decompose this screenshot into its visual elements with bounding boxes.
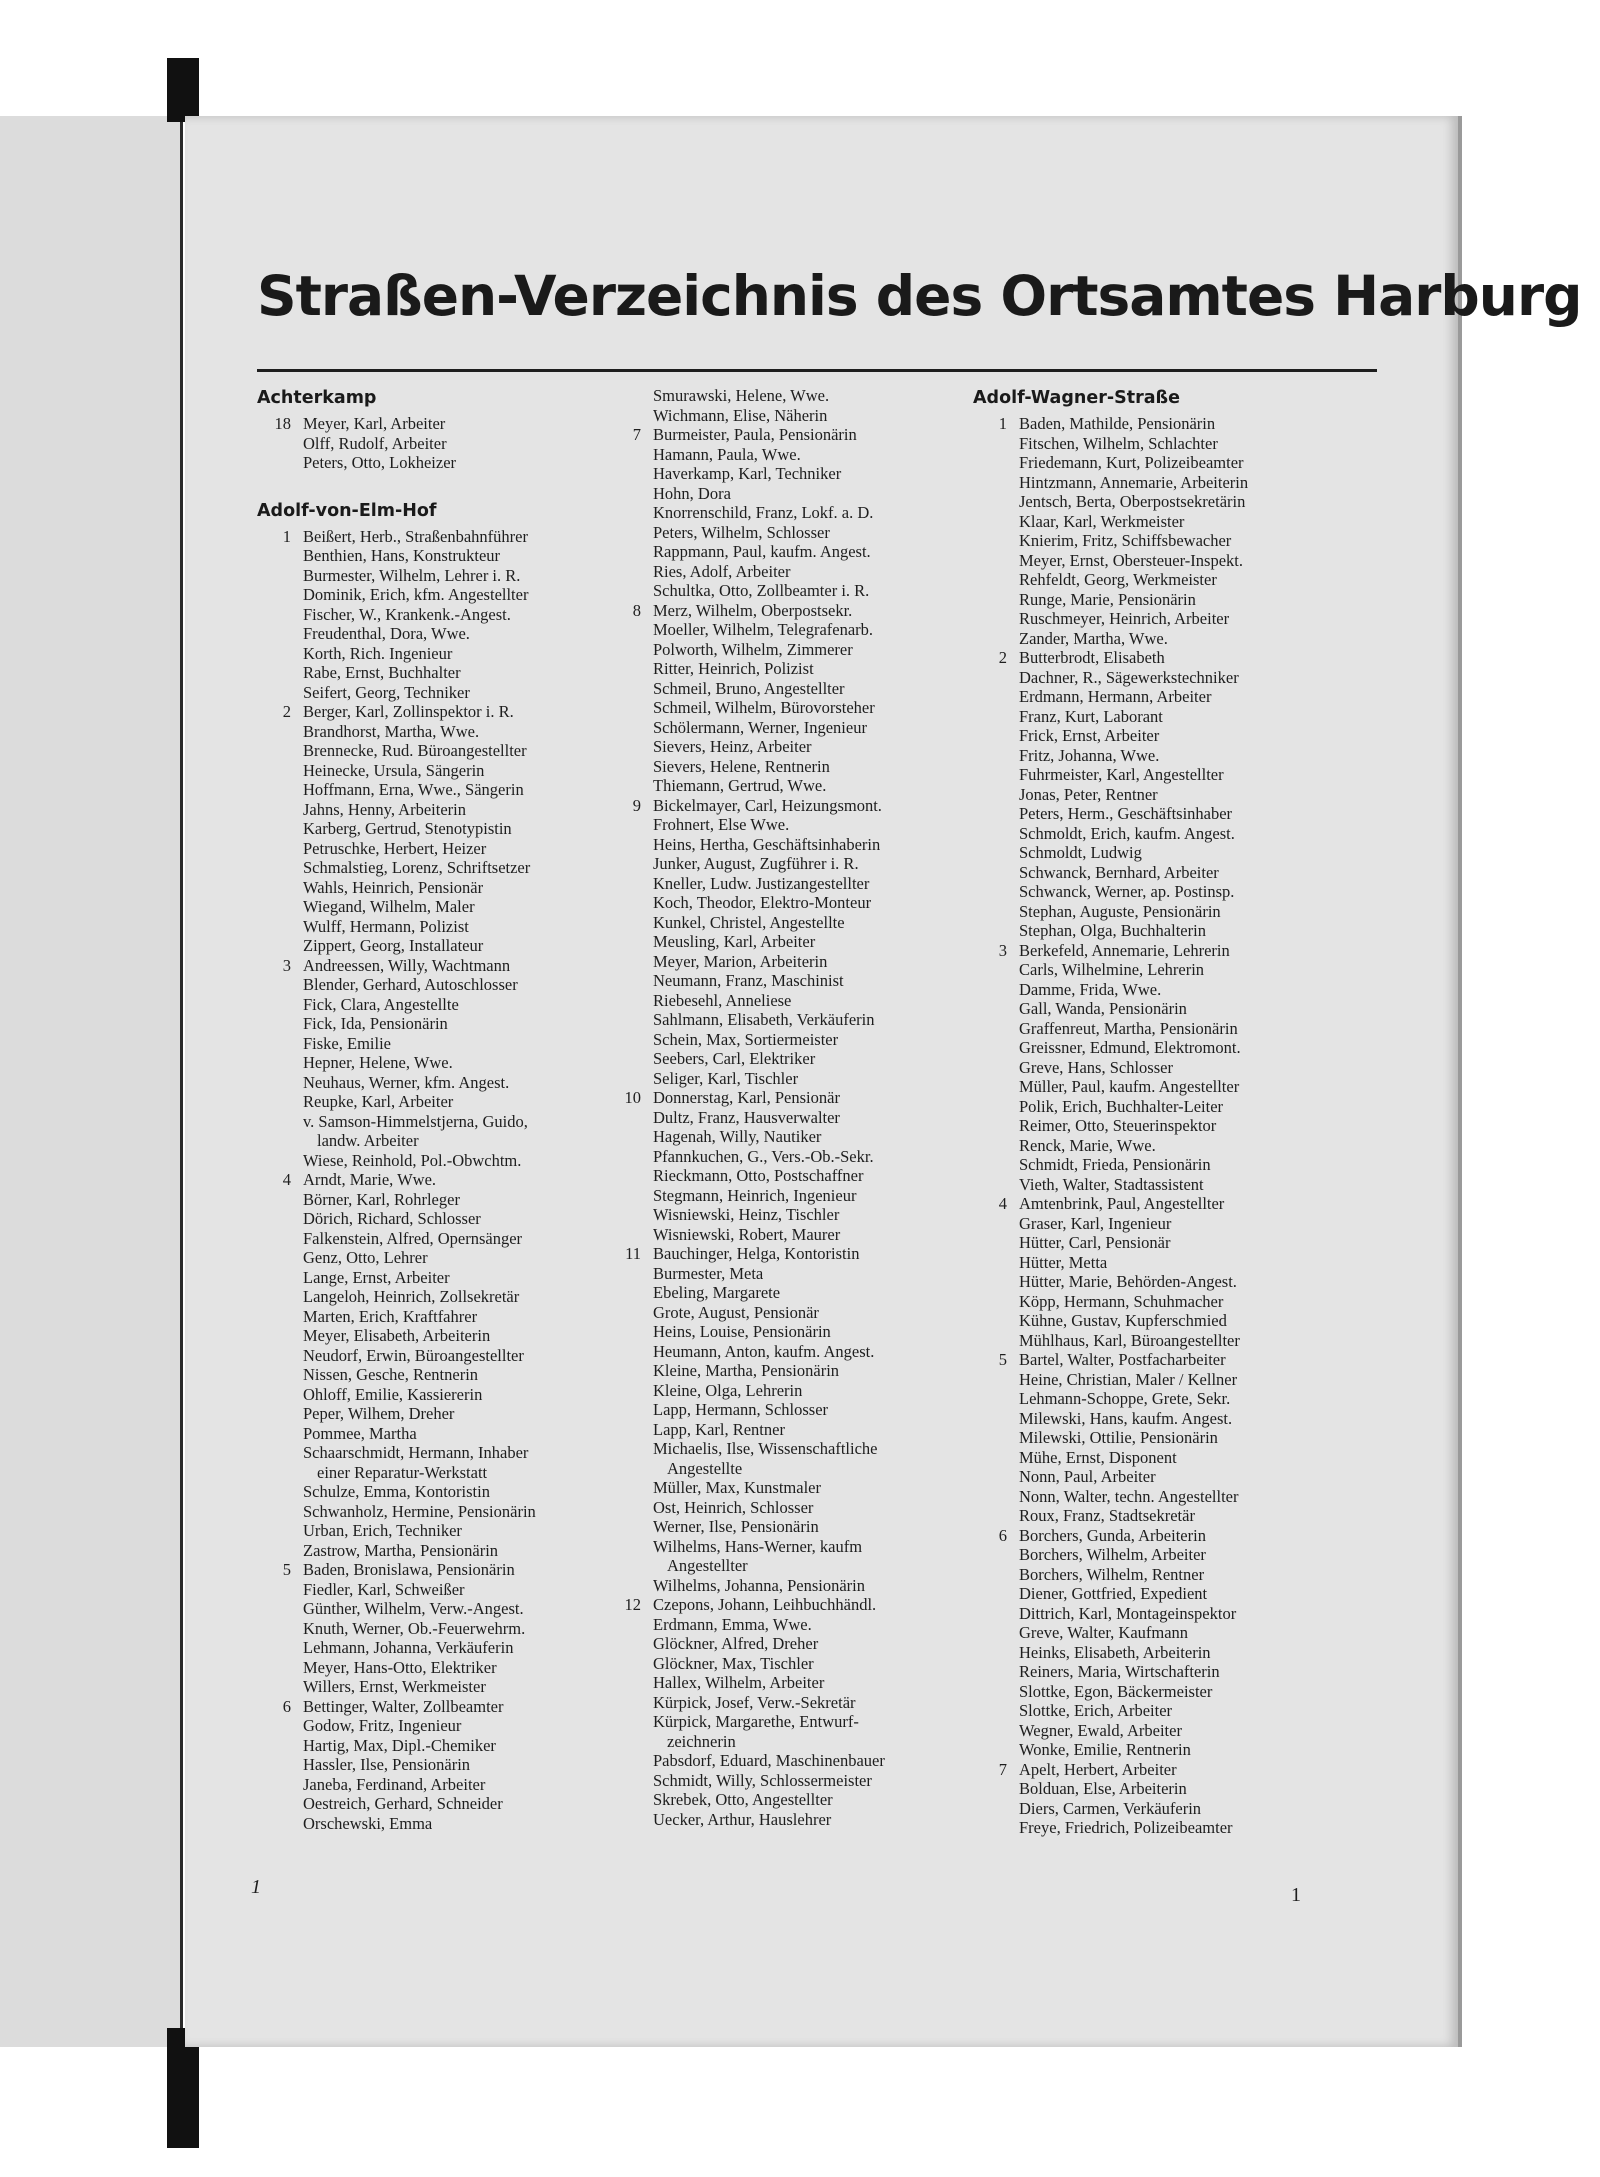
- resident-entry: Karberg, Gertrud, Stenotypistin: [303, 819, 512, 838]
- resident-entry: zeichnerin: [667, 1731, 736, 1751]
- house-number: 3: [282, 955, 291, 975]
- house-number-group: [607, 796, 959, 1089]
- resident-entry: Baden, Mathilde, Pensionärin: [1019, 414, 1216, 433]
- resident-entry: Roux, Franz, Stadtsekretär: [1019, 1506, 1195, 1525]
- resident-entry: Peters, Otto, Lokheizer: [303, 453, 457, 472]
- resident-entry: Grote, August, Pensionär: [653, 1302, 819, 1322]
- resident-entry: Bettinger, Walter, Zollbeamter: [303, 1696, 504, 1716]
- house-number-group: [973, 1194, 1313, 1350]
- resident-entry: Kleine, Martha, Pensionärin: [653, 1361, 840, 1380]
- house-number-group: [257, 414, 609, 473]
- resident-entry: Genz, Otto, Lehrer: [303, 1248, 428, 1267]
- page-title: Straßen-Verzeichnis des Ortsamtes Harburg: [257, 264, 1582, 328]
- resident-entry: Jentsch, Berta, Oberpostsekretärin: [1019, 492, 1246, 511]
- resident-entry: Junker, August, Zugführer i. R.: [653, 854, 859, 873]
- resident-entry: Franz, Kurt, Laborant: [1019, 706, 1163, 726]
- resident-entry: Schwanck, Werner, ap. Postinsp.: [1019, 882, 1235, 901]
- resident-entry: Hoffmann, Erna, Wwe., Sängerin: [303, 780, 524, 799]
- house-number: 11: [625, 1244, 641, 1263]
- house-number: 6: [282, 1696, 291, 1716]
- column-1: [257, 386, 609, 1833]
- resident-entry: Bauchinger, Helga, Kontoristin: [653, 1244, 860, 1263]
- resident-entry: Zippert, Georg, Installateur: [303, 936, 484, 955]
- resident-entry: Schwanholz, Hermine, Pensionärin: [303, 1501, 536, 1521]
- resident-entry: Müller, Paul, kaufm. Angestellter: [1019, 1077, 1240, 1096]
- resident-entry: Beißert, Herb., Straßenbahnführer: [303, 526, 528, 546]
- resident-entry: Fiske, Emilie: [303, 1033, 391, 1053]
- resident-entry: Hütter, Marie, Behörden-Angest.: [1019, 1272, 1237, 1291]
- resident-entry: Reupke, Karl, Arbeiter: [303, 1092, 454, 1111]
- resident-entry: Wahls, Heinrich, Pensionär: [303, 877, 484, 897]
- resident-entry: Meyer, Karl, Arbeiter: [303, 414, 446, 433]
- resident-entry: Borchers, Gunda, Arbeiterin: [1019, 1525, 1206, 1545]
- resident-entry: Schein, Max, Sortiermeister: [653, 1029, 839, 1049]
- resident-entry: Czepons, Johann, Leihbuchhändl.: [653, 1595, 877, 1614]
- resident-entry: Wilhelms, Johanna, Pensionärin: [653, 1575, 865, 1595]
- resident-entry: Freye, Friedrich, Polizeibeamter: [1019, 1818, 1233, 1837]
- resident-entry: Rehfeldt, Georg, Werkmeister: [1019, 570, 1217, 589]
- resident-entry: Wisniewski, Robert, Maurer: [653, 1224, 841, 1244]
- resident-entry: Hütter, Carl, Pensionär: [1019, 1233, 1171, 1252]
- resident-entry: Hagenah, Willy, Nautiker: [653, 1127, 822, 1146]
- resident-entry: Haverkamp, Karl, Techniker: [653, 464, 842, 483]
- resident-entry: Borchers, Wilhelm, Rentner: [1019, 1564, 1205, 1584]
- resident-entry: Milewski, Ottilie, Pensionärin: [1019, 1428, 1218, 1447]
- resident-entry: Godow, Fritz, Ingenieur: [303, 1716, 462, 1735]
- resident-entry: Hintzmann, Annemarie, Arbeiterin: [1019, 472, 1249, 492]
- resident-entry: Orschewski, Emma: [303, 1813, 433, 1833]
- resident-entry: Donnerstag, Karl, Pensionär: [653, 1088, 840, 1107]
- resident-entry: Pabsdorf, Eduard, Maschinenbauer: [653, 1751, 885, 1770]
- resident-entry: Sahlmann, Elisabeth, Verkäuferin: [653, 1010, 875, 1029]
- resident-entry: Glöckner, Max, Tischler: [653, 1653, 814, 1673]
- resident-entry: Werner, Ilse, Pensionärin: [653, 1517, 819, 1536]
- resident-entry: Fitschen, Wilhelm, Schlachter: [1019, 433, 1218, 453]
- resident-entry: Ebeling, Margarete: [653, 1283, 781, 1302]
- house-number-group: [257, 702, 609, 956]
- house-number-group: [257, 1170, 609, 1560]
- resident-entry: Benthien, Hans, Konstrukteur: [303, 546, 501, 565]
- resident-entry: Klaar, Karl, Werkmeister: [1019, 511, 1185, 531]
- resident-entry: Rappmann, Paul, kaufm. Angest.: [653, 542, 871, 561]
- resident-entry: Kneller, Ludw. Justizangestellter: [653, 873, 870, 893]
- column-2: [607, 386, 959, 1829]
- house-number: 7: [998, 1759, 1007, 1779]
- house-number: 4: [282, 1170, 291, 1189]
- resident-entry: Butterbrodt, Elisabeth: [1019, 648, 1165, 667]
- resident-entry: Fischer, W., Krankenk.-Angest.: [303, 604, 511, 624]
- resident-entry: Pfannkuchen, G., Vers.-Ob.-Sekr.: [653, 1146, 874, 1166]
- resident-entry: Nonn, Paul, Arbeiter: [1019, 1467, 1156, 1486]
- house-number: 7: [632, 425, 641, 444]
- resident-entry: Heinks, Elisabeth, Arbeiterin: [1019, 1642, 1211, 1662]
- resident-entry: Falkenstein, Alfred, Opernsänger: [303, 1228, 523, 1248]
- resident-entry: Schmeil, Bruno, Angestellter: [653, 678, 845, 698]
- resident-entry: Seliger, Karl, Tischler: [653, 1068, 799, 1088]
- resident-entry: Angestellte: [667, 1458, 743, 1478]
- resident-entry: Glöckner, Alfred, Dreher: [653, 1634, 819, 1653]
- resident-entry: Burmester, Wilhelm, Lehrer i. R.: [303, 565, 521, 585]
- resident-entry: Meyer, Marion, Arbeiterin: [653, 951, 828, 971]
- resident-entry: Greve, Hans, Schlosser: [1019, 1057, 1173, 1077]
- resident-entry: Freudenthal, Dora, Wwe.: [303, 624, 470, 643]
- house-number-group: [973, 1526, 1313, 1760]
- house-number: [607, 386, 653, 425]
- resident-entry: landw. Arbeiter: [317, 1131, 419, 1150]
- resident-entry: Fritz, Johanna, Wwe.: [1019, 745, 1160, 765]
- house-number: 5: [998, 1350, 1007, 1369]
- resident-entry: Runge, Marie, Pensionärin: [1019, 589, 1196, 609]
- resident-entry: Polworth, Wilhelm, Zimmerer: [653, 639, 853, 659]
- house-number-group: [257, 1697, 609, 1834]
- house-number: 2: [998, 648, 1007, 667]
- resident-entry: Jonas, Peter, Rentner: [1019, 784, 1158, 804]
- resident-entry: Brennecke, Rud. Büroangestellter: [303, 741, 527, 760]
- resident-entry: Brandhorst, Martha, Wwe.: [303, 721, 480, 741]
- resident-entry: Polik, Erich, Buchhalter-Leiter: [1019, 1096, 1224, 1116]
- resident-entry: Erdmann, Emma, Wwe.: [653, 1614, 812, 1634]
- resident-entry: Fick, Clara, Angestellte: [303, 994, 459, 1014]
- resident-entry: Riebesehl, Anneliese: [653, 990, 792, 1010]
- resident-entry: Knorrenschild, Franz, Lokf. a. D.: [653, 503, 874, 522]
- house-number-group: [973, 941, 1313, 1195]
- street-section: [973, 386, 1313, 1838]
- resident-entry: Reiners, Maria, Wirtschafterin: [1019, 1662, 1220, 1681]
- resident-entry: Olff, Rudolf, Arbeiter: [303, 433, 447, 453]
- resident-entry: Wonke, Emilie, Rentnerin: [1019, 1740, 1191, 1759]
- resident-entry: Frick, Ernst, Arbeiter: [1019, 726, 1160, 745]
- resident-entry: Moeller, Wilhelm, Telegrafenarb.: [653, 620, 874, 639]
- resident-entry: Seifert, Georg, Techniker: [303, 682, 470, 702]
- resident-entry: Marten, Erich, Kraftfahrer: [303, 1306, 478, 1326]
- street-heading: Adolf-von-Elm-Hof: [257, 500, 437, 521]
- resident-entry: Baden, Bronislawa, Pensionärin: [303, 1560, 515, 1579]
- resident-entry: Mühe, Ernst, Disponent: [1019, 1447, 1177, 1467]
- resident-entry: Fick, Ida, Pensionärin: [303, 1014, 448, 1033]
- resident-entry: Milewski, Hans, kaufm. Angest.: [1019, 1408, 1233, 1428]
- resident-entry: Wichmann, Elise, Näherin: [653, 405, 828, 425]
- resident-entry: Burmeister, Paula, Pensionärin: [653, 425, 857, 444]
- resident-entry: Graser, Karl, Ingenieur: [1019, 1213, 1172, 1233]
- resident-entry: einer Reparatur-Werkstatt: [317, 1462, 488, 1482]
- resident-entry: Amtenbrink, Paul, Angestellter: [1019, 1194, 1225, 1213]
- resident-entry: Rabe, Ernst, Buchhalter: [303, 663, 461, 682]
- resident-entry: Slottke, Erich, Arbeiter: [1019, 1701, 1173, 1720]
- resident-entry: Uecker, Arthur, Hauslehrer: [653, 1809, 832, 1829]
- resident-entry: Schmalstieg, Lorenz, Schriftsetzer: [303, 858, 531, 877]
- resident-entry: Schulze, Emma, Kontoristin: [303, 1482, 490, 1501]
- resident-entry: Michaelis, Ilse, Wissenschaftliche: [653, 1439, 878, 1458]
- resident-entry: Dominik, Erich, kfm. Angestellter: [303, 585, 529, 604]
- resident-entry: Lapp, Hermann, Schlosser: [653, 1400, 829, 1419]
- resident-entry: Berkefeld, Annemarie, Lehrerin: [1019, 940, 1230, 960]
- folio-left: 1: [251, 1876, 261, 1898]
- house-number: 6: [998, 1525, 1007, 1545]
- resident-entry: Diers, Carmen, Verkäuferin: [1019, 1798, 1202, 1818]
- resident-entry: Jahns, Henny, Arbeiterin: [303, 799, 466, 819]
- resident-entry: Sievers, Heinz, Arbeiter: [653, 737, 812, 756]
- title-rule: [257, 369, 1377, 372]
- resident-entry: Günther, Wilhelm, Verw.-Angest.: [303, 1599, 524, 1618]
- resident-entry: Diener, Gottfried, Expedient: [1019, 1584, 1208, 1603]
- resident-entry: Andreessen, Willy, Wachtmann: [303, 955, 511, 975]
- resident-entry: Bartel, Walter, Postfacharbeiter: [1019, 1350, 1226, 1369]
- house-number: 8: [632, 600, 641, 620]
- house-number-group: [973, 414, 1313, 648]
- resident-entry: Erdmann, Hermann, Arbeiter: [1019, 687, 1212, 706]
- resident-entry: Kleine, Olga, Lehrerin: [653, 1380, 803, 1400]
- resident-entry: Hartig, Max, Dipl.-Chemiker: [303, 1735, 496, 1755]
- adjacent-page-edge: [0, 116, 183, 2047]
- house-number-group: [973, 1350, 1313, 1526]
- resident-entry: Willers, Ernst, Werkmeister: [303, 1677, 486, 1696]
- resident-entry: Heumann, Anton, kaufm. Angest.: [653, 1341, 875, 1361]
- resident-entry: Renck, Marie, Wwe.: [1019, 1135, 1156, 1155]
- resident-entry: Heins, Louise, Pensionärin: [653, 1322, 831, 1341]
- resident-entry: Mühlhaus, Karl, Büroangestellter: [1019, 1330, 1240, 1350]
- resident-entry: Hamann, Paula, Wwe.: [653, 444, 801, 464]
- resident-entry: Merz, Wilhelm, Oberpostsekr.: [653, 600, 853, 620]
- resident-entry: Ritter, Heinrich, Polizist: [653, 659, 814, 678]
- resident-entry: Schmoldt, Erich, kaufm. Angest.: [1019, 823, 1235, 843]
- resident-entry: Korth, Rich. Ingenieur: [303, 643, 453, 663]
- resident-entry: Borchers, Wilhelm, Arbeiter: [1019, 1545, 1206, 1564]
- resident-entry: v. Samson-Himmelstjerna, Guido,: [303, 1111, 528, 1131]
- house-number: 12: [624, 1595, 641, 1614]
- resident-entry: Burmester, Meta: [653, 1263, 764, 1283]
- street-section: [607, 386, 959, 1829]
- resident-entry: Graffenreut, Martha, Pensionärin: [1019, 1018, 1238, 1038]
- resident-entry: Schmidt, Frieda, Pensionärin: [1019, 1155, 1211, 1174]
- resident-entry: Oestreich, Gerhard, Schneider: [303, 1794, 503, 1813]
- house-number-group: [607, 386, 959, 425]
- resident-entry: Reimer, Otto, Steuerinspektor: [1019, 1116, 1217, 1135]
- resident-entry: Blender, Gerhard, Autoschlosser: [303, 975, 518, 994]
- resident-entry: Carls, Wilhelmine, Lehrerin: [1019, 960, 1205, 979]
- resident-entry: Zastrow, Martha, Pensionärin: [303, 1540, 499, 1560]
- resident-entry: Greissner, Edmund, Elektromont.: [1019, 1038, 1241, 1057]
- resident-entry: Frohnert, Else Wwe.: [653, 815, 790, 834]
- resident-entry: Petruschke, Herbert, Heizer: [303, 838, 487, 858]
- house-number-group: [607, 1595, 959, 1829]
- resident-entry: Dachner, R., Sägewerkstechniker: [1019, 667, 1239, 687]
- resident-entry: Heins, Hertha, Geschäftsinhaberin: [653, 834, 881, 854]
- house-number-group: [607, 1088, 959, 1244]
- house-number: 18: [274, 414, 291, 433]
- house-number: 1: [282, 526, 291, 546]
- resident-entry: Koch, Theodor, Elektro-Monteur: [653, 893, 872, 912]
- resident-entry: Smurawski, Helene, Wwe.: [653, 386, 830, 405]
- resident-entry: Rieckmann, Otto, Postschaffner: [653, 1166, 864, 1185]
- resident-entry: Damme, Frida, Wwe.: [1019, 979, 1162, 999]
- resident-entry: Thiemann, Gertrud, Wwe.: [653, 776, 827, 795]
- resident-entry: Janeba, Ferdinand, Arbeiter: [303, 1774, 486, 1794]
- resident-entry: Hohn, Dora: [653, 483, 731, 503]
- resident-entry: Sievers, Helene, Rentnerin: [653, 756, 830, 776]
- resident-entry: Wegner, Ewald, Arbeiter: [1019, 1720, 1182, 1740]
- house-number-group: [257, 1560, 609, 1697]
- resident-entry: Ohloff, Emilie, Kassiererin: [303, 1384, 483, 1404]
- resident-entry: Seebers, Carl, Elektriker: [653, 1049, 816, 1068]
- house-number-group: [607, 601, 959, 796]
- house-number-group: [607, 425, 959, 601]
- resident-entry: Knuth, Werner, Ob.-Feuerwehrm.: [303, 1618, 526, 1638]
- house-number-group: [973, 1760, 1313, 1838]
- resident-entry: Stephan, Olga, Buchhalterin: [1019, 921, 1206, 940]
- house-number: 9: [632, 795, 641, 815]
- street-heading: Achterkamp: [257, 388, 377, 408]
- resident-entry: Stegmann, Heinrich, Ingenieur: [653, 1185, 857, 1205]
- resident-entry: Wilhelms, Hans-Werner, kaufm: [653, 1536, 863, 1556]
- resident-entry: Bolduan, Else, Arbeiterin: [1019, 1779, 1187, 1798]
- resident-entry: Wiese, Reinhold, Pol.-Obwchtm.: [303, 1150, 522, 1170]
- resident-entry: Schaarschmidt, Hermann, Inhaber: [303, 1443, 529, 1462]
- column-3: [973, 386, 1313, 1838]
- resident-entry: Wisniewski, Heinz, Tischler: [653, 1205, 840, 1224]
- resident-entry: Kürpick, Margarethe, Entwurf-: [653, 1712, 859, 1731]
- house-number: 5: [282, 1560, 291, 1579]
- resident-entry: Peper, Wilhem, Dreher: [303, 1404, 455, 1423]
- house-number: 10: [624, 1088, 641, 1107]
- resident-entry: Neuhaus, Werner, kfm. Angest.: [303, 1072, 510, 1092]
- resident-entry: Meyer, Ernst, Obersteuer-Inspekt.: [1019, 550, 1243, 570]
- resident-entry: Schultka, Otto, Zollbeamter i. R.: [653, 581, 870, 600]
- resident-entry: Hepner, Helene, Wwe.: [303, 1053, 453, 1072]
- resident-entry: Fiedler, Karl, Schweißer: [303, 1579, 465, 1599]
- resident-entry: Skrebek, Otto, Angestellter: [653, 1790, 833, 1809]
- resident-entry: Dörich, Richard, Schlosser: [303, 1209, 481, 1228]
- resident-entry: Urban, Erich, Techniker: [303, 1521, 462, 1540]
- street-section: [257, 499, 609, 1834]
- resident-entry: Bickelmayer, Carl, Heizungsmont.: [653, 795, 882, 815]
- resident-entry: Dittrich, Karl, Montageinspektor: [1019, 1603, 1237, 1623]
- resident-entry: Pommee, Martha: [303, 1423, 417, 1443]
- resident-entry: Ost, Heinrich, Schlosser: [653, 1497, 814, 1517]
- house-number-group: [973, 648, 1313, 941]
- resident-entry: Kunkel, Christel, Angestellte: [653, 912, 845, 932]
- resident-entry: Peters, Herm., Geschäftsinhaber: [1019, 804, 1233, 823]
- resident-entry: Nissen, Gesche, Rentnerin: [303, 1365, 479, 1384]
- page-number: 1: [1291, 1884, 1301, 1906]
- house-number-group: [257, 527, 609, 703]
- street-section: [257, 386, 609, 473]
- resident-entry: Heine, Christian, Maler / Kellner: [1019, 1369, 1238, 1389]
- resident-entry: Hallex, Wilhelm, Arbeiter: [653, 1673, 825, 1692]
- house-number: 2: [282, 702, 291, 721]
- resident-entry: Meyer, Elisabeth, Arbeiterin: [303, 1326, 491, 1345]
- resident-entry: Schmidt, Willy, Schlossermeister: [653, 1770, 872, 1790]
- resident-entry: Meyer, Hans-Otto, Elektriker: [303, 1657, 497, 1677]
- resident-entry: Dultz, Franz, Hausverwalter: [653, 1107, 840, 1127]
- resident-entry: Kühne, Gustav, Kupferschmied: [1019, 1311, 1227, 1330]
- resident-entry: Ruschmeyer, Heinrich, Arbeiter: [1019, 609, 1230, 628]
- resident-entry: Börner, Karl, Rohrleger: [303, 1189, 460, 1209]
- resident-entry: Lehmann, Johanna, Verkäuferin: [303, 1638, 514, 1657]
- resident-entry: Zander, Martha, Wwe.: [1019, 628, 1168, 648]
- resident-entry: Neumann, Franz, Maschinist: [653, 971, 844, 990]
- document-page: [185, 116, 1582, 2047]
- resident-entry: Stephan, Auguste, Pensionärin: [1019, 901, 1221, 921]
- resident-entry: Ries, Adolf, Arbeiter: [653, 561, 791, 581]
- resident-entry: Kürpick, Josef, Verw.-Sekretär: [653, 1692, 856, 1712]
- resident-entry: Peters, Wilhelm, Schlosser: [653, 522, 830, 542]
- resident-entry: Hassler, Ilse, Pensionärin: [303, 1755, 471, 1774]
- resident-entry: Apelt, Herbert, Arbeiter: [1019, 1759, 1177, 1779]
- street-heading: Adolf-Wagner-Straße: [973, 388, 1180, 408]
- house-number-group: [607, 1244, 959, 1595]
- resident-entry: Langeloh, Heinrich, Zollsekretär: [303, 1287, 520, 1306]
- resident-entry: Wiegand, Wilhelm, Maler: [303, 897, 475, 916]
- resident-entry: Fuhrmeister, Karl, Angestellter: [1019, 765, 1224, 784]
- resident-entry: Friedemann, Kurt, Polizeibeamter: [1019, 453, 1244, 472]
- house-number: 3: [998, 940, 1007, 960]
- resident-entry: Lapp, Karl, Rentner: [653, 1419, 785, 1439]
- resident-entry: Berger, Karl, Zollinspektor i. R.: [303, 702, 514, 721]
- resident-entry: Heinecke, Ursula, Sängerin: [303, 760, 485, 780]
- resident-entry: Angestellter: [667, 1556, 748, 1575]
- house-number-group: [257, 956, 609, 1171]
- house-number: 1: [998, 414, 1007, 433]
- resident-entry: Lehmann-Schoppe, Grete, Sekr.: [1019, 1389, 1231, 1408]
- resident-entry: Schmoldt, Ludwig: [1019, 843, 1142, 862]
- resident-entry: Müller, Max, Kunstmaler: [653, 1478, 821, 1497]
- resident-entry: Köpp, Hermann, Schuhmacher: [1019, 1291, 1224, 1311]
- binding-clip-top: [167, 58, 199, 122]
- binding-line: [180, 116, 183, 2047]
- resident-entry: Slottke, Egon, Bäckermeister: [1019, 1681, 1213, 1701]
- resident-entry: Meusling, Karl, Arbeiter: [653, 932, 816, 951]
- resident-entry: Hütter, Metta: [1019, 1252, 1108, 1272]
- resident-entry: Arndt, Marie, Wwe.: [303, 1170, 437, 1189]
- resident-entry: Schwanck, Bernhard, Arbeiter: [1019, 862, 1219, 882]
- resident-entry: Schmeil, Wilhelm, Bürovorsteher: [653, 698, 875, 717]
- resident-entry: Greve, Walter, Kaufmann: [1019, 1623, 1189, 1642]
- resident-entry: Neudorf, Erwin, Büroangestellter: [303, 1345, 524, 1365]
- resident-entry: Nonn, Walter, techn. Angestellter: [1019, 1486, 1239, 1506]
- resident-entry: Schölermann, Werner, Ingenieur: [653, 717, 867, 737]
- resident-entry: Lange, Ernst, Arbeiter: [303, 1267, 450, 1287]
- house-number: 4: [998, 1194, 1007, 1213]
- resident-entry: Vieth, Walter, Stadtassistent: [1019, 1174, 1204, 1194]
- resident-entry: Gall, Wanda, Pensionärin: [1019, 999, 1187, 1018]
- resident-entry: Knierim, Fritz, Schiffsbewacher: [1019, 531, 1232, 550]
- resident-entry: Wulff, Hermann, Polizist: [303, 916, 469, 936]
